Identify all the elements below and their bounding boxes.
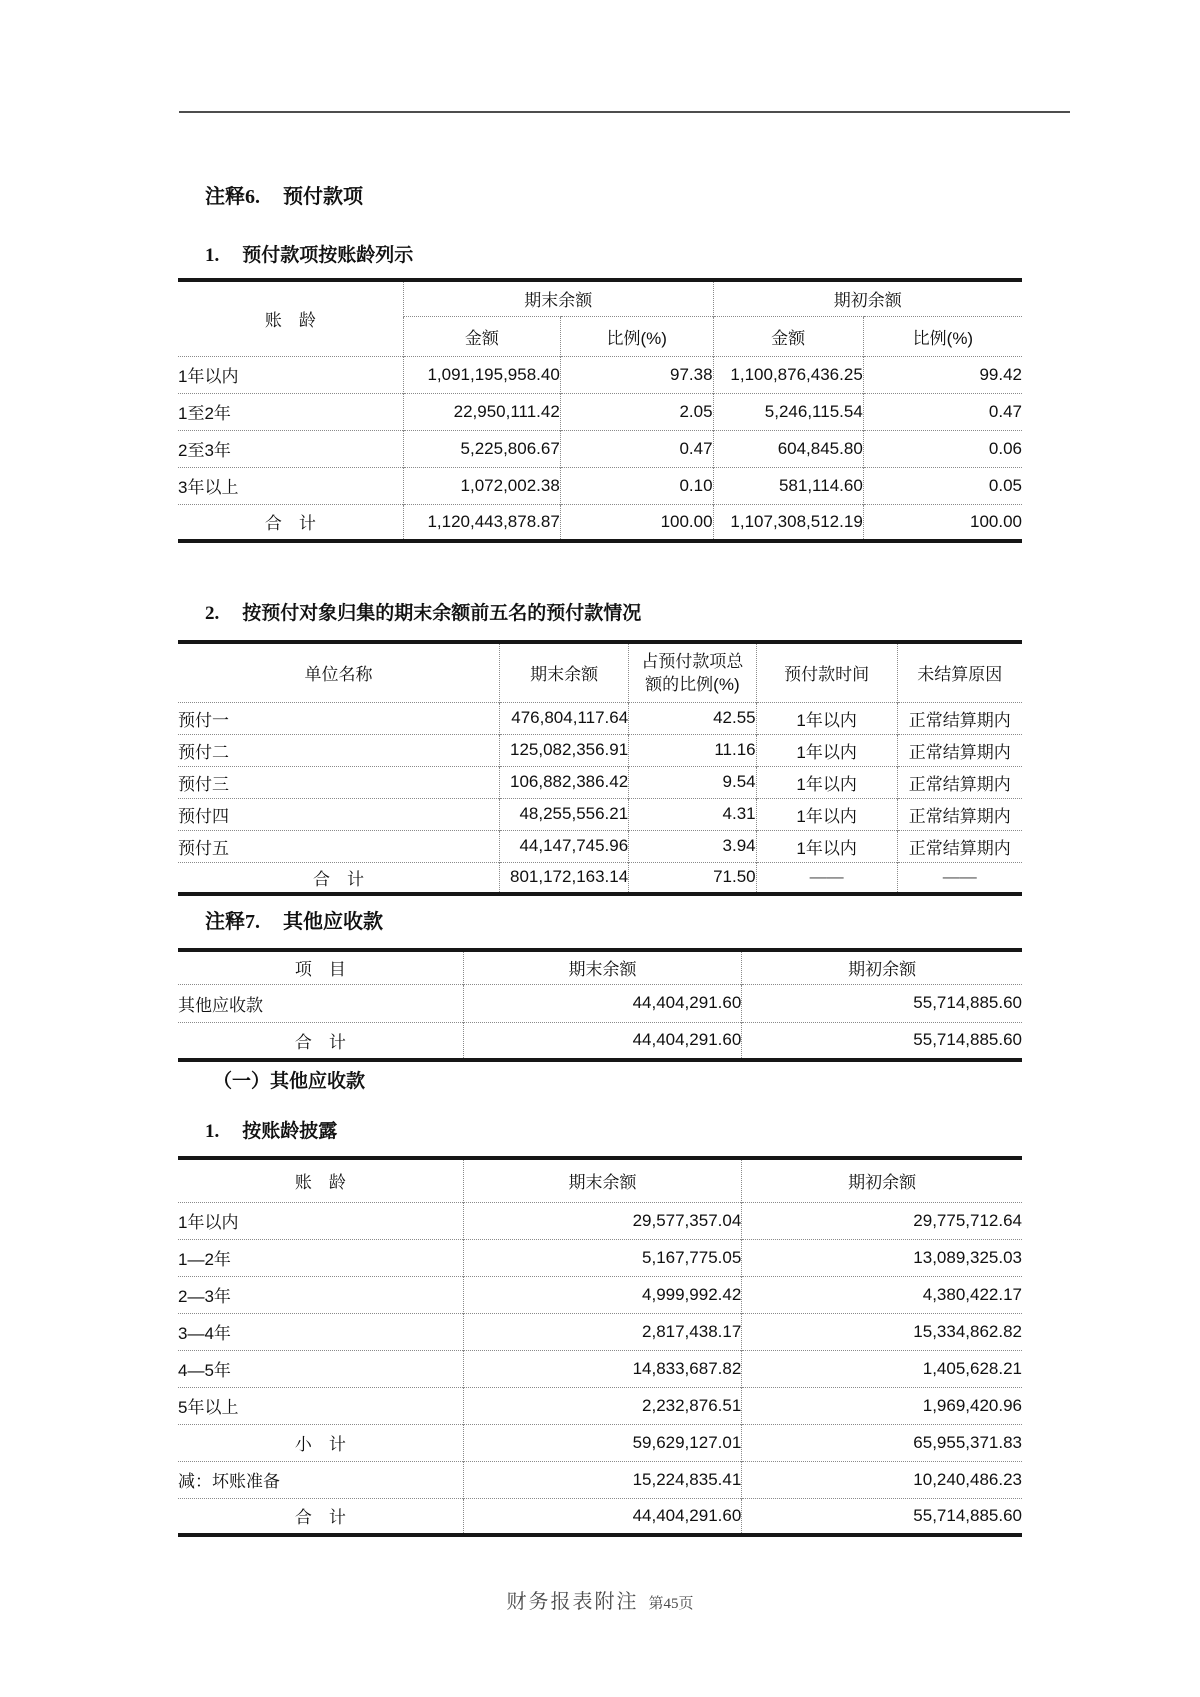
table-other-receivables-summary (178, 948, 1022, 1062)
note7-heading-title: 其他应收款 (283, 911, 383, 933)
end-amount-value: 106,882,386.42 (500, 766, 629, 798)
beginning-balance-header: 期初余额 (713, 280, 1022, 316)
end-amount-value: 22,950,111.42 (403, 393, 560, 430)
begin-amount-total: 55,714,885.60 (742, 1498, 1022, 1535)
begin-amount-value: 604,845.80 (713, 430, 863, 467)
item-header: 项 目 (294, 960, 346, 980)
note7-sub2-number: 1. (205, 1121, 220, 1142)
amount-header: 金额 (403, 316, 560, 356)
begin-ratio-value: 0.06 (863, 430, 1022, 467)
footer-page-number: 第45页 (648, 1596, 694, 1612)
note7-sub-heading-text: （一）其他应收款 (213, 1071, 366, 1092)
unsettled-reason-header: 未结算原因 (897, 642, 1022, 702)
end-ratio-value: 0.47 (560, 430, 713, 467)
reason-value: 正常结算期内 (897, 702, 1022, 734)
table-row (178, 1276, 1022, 1313)
age-label: 2—3年 (178, 1276, 463, 1313)
end-amount-value: 14,833,687.82 (463, 1350, 742, 1387)
time-value: 1年以内 (756, 734, 897, 766)
beginning-balance-header: 期初余额 (742, 1158, 1022, 1202)
begin-amount-value: 5,246,115.54 (713, 393, 863, 430)
note7-heading (205, 905, 383, 934)
ratio-total: 71.50 (629, 862, 756, 894)
table-row (178, 1239, 1022, 1276)
table-other-receivables-by-age (178, 1156, 1022, 1537)
time-value: 1年以内 (756, 766, 897, 798)
time-value: 1年以内 (756, 830, 897, 862)
table-deduction-row (178, 1461, 1022, 1498)
begin-amount-value: 4,380,422.17 (742, 1276, 1022, 1313)
reason-value: 正常结算期内 (897, 830, 1022, 862)
unit-name-label: 预付五 (178, 830, 500, 862)
end-amount-total: 44,404,291.60 (463, 1022, 742, 1060)
ratio-header: 比例(%) (560, 316, 713, 356)
ratio-value: 9.54 (629, 766, 756, 798)
table-row (178, 1387, 1022, 1424)
age-label: 1年以内 (178, 1202, 463, 1239)
table-row (178, 702, 1022, 734)
age-label: 1至2年 (178, 393, 403, 430)
table-row (178, 1313, 1022, 1350)
begin-ratio-value: 0.05 (863, 467, 1022, 504)
note6-sub2-title: 按预付对象归集的期末余额前五名的预付款情况 (242, 603, 642, 624)
ending-balance-header: 期末余额 (403, 280, 713, 316)
page-header-rule (179, 111, 1070, 113)
table-prepayments-by-age (178, 278, 1022, 543)
begin-amount-deduction: 10,240,486.23 (742, 1461, 1022, 1498)
unit-name-label: 预付二 (178, 734, 500, 766)
table-row (178, 830, 1022, 862)
unit-name-label: 预付一 (178, 702, 500, 734)
deduction-label: 减：坏账准备 (178, 1461, 463, 1498)
end-amount-value: 44,404,291.60 (463, 984, 742, 1022)
end-amount-value: 48,255,556.21 (500, 798, 629, 830)
total-label: 合 计 (178, 862, 500, 894)
begin-amount-value: 1,405,628.21 (742, 1350, 1022, 1387)
end-amount-value: 476,804,117.64 (500, 702, 629, 734)
time-value: 1年以内 (756, 702, 897, 734)
note7-sub2-title: 按账龄披露 (242, 1121, 338, 1142)
table-header-row (178, 280, 1022, 316)
age-label: 4—5年 (178, 1350, 463, 1387)
begin-ratio-total: 100.00 (863, 504, 1022, 541)
end-amount-value: 4,999,992.42 (463, 1276, 742, 1313)
age-label: 5年以上 (178, 1387, 463, 1424)
ratio-header: 比例(%) (863, 316, 1022, 356)
ratio-header-line1: 占预付款项总 (641, 651, 744, 671)
begin-amount-value: 15,334,862.82 (742, 1313, 1022, 1350)
item-label: 其他应收款 (178, 984, 463, 1022)
ending-balance-header: 期末余额 (463, 950, 742, 984)
note6-sub2-number: 2. (205, 603, 220, 624)
begin-amount-value: 1,969,420.96 (742, 1387, 1022, 1424)
note6-sub1-title: 预付款项按账龄列示 (242, 245, 414, 266)
end-amount-value: 1,072,002.38 (403, 467, 560, 504)
begin-ratio-value: 99.42 (863, 356, 1022, 393)
amount-header: 金额 (713, 316, 863, 356)
end-amount-value: 1,091,195,958.40 (403, 356, 560, 393)
ending-balance-header: 期末余额 (500, 642, 629, 702)
reason-value: 正常结算期内 (897, 798, 1022, 830)
age-label: 1—2年 (178, 1239, 463, 1276)
ratio-value: 4.31 (629, 798, 756, 830)
table-subtotal-row (178, 1424, 1022, 1461)
note7-heading-number: 注释7. (205, 911, 260, 933)
total-label: 合 计 (178, 1022, 463, 1060)
table-total-row (178, 862, 1022, 894)
table-header-row (178, 642, 1022, 702)
unit-name-label: 预付四 (178, 798, 500, 830)
prepayment-time-header: 预付款时间 (756, 642, 897, 702)
age-label: 3年以上 (178, 467, 403, 504)
beginning-balance-header: 期初余额 (742, 950, 1022, 984)
begin-amount-total: 55,714,885.60 (742, 1022, 1022, 1060)
end-amount-value: 2,232,876.51 (463, 1387, 742, 1424)
begin-amount-value: 13,089,325.03 (742, 1239, 1022, 1276)
age-label: 3—4年 (178, 1313, 463, 1350)
ratio-value: 11.16 (629, 734, 756, 766)
begin-amount-subtotal: 65,955,371.83 (742, 1424, 1022, 1461)
table-row (178, 798, 1022, 830)
end-ratio-value: 2.05 (560, 393, 713, 430)
reason-value: 正常结算期内 (897, 734, 1022, 766)
age-label: 1年以内 (178, 356, 403, 393)
table-row (178, 984, 1022, 1022)
note6-heading-number: 注释6. (205, 186, 260, 208)
end-amount-subtotal: 59,629,127.01 (463, 1424, 742, 1461)
end-amount-value: 5,225,806.67 (403, 430, 560, 467)
table-row (178, 766, 1022, 798)
end-amount-total: 44,404,291.60 (463, 1498, 742, 1535)
table-row (178, 467, 1022, 504)
table-row (178, 356, 1022, 393)
table-row (178, 734, 1022, 766)
note6-sub1-number: 1. (205, 245, 220, 266)
note7-sub-heading (213, 1066, 365, 1093)
note7-sub2-heading (205, 1116, 337, 1143)
table-total-row (178, 1498, 1022, 1535)
note6-heading-title: 预付款项 (283, 186, 363, 208)
begin-amount-value: 55,714,885.60 (742, 984, 1022, 1022)
table-total-row (178, 1022, 1022, 1060)
ratio-of-total-header (629, 642, 756, 702)
subtotal-label: 小 计 (178, 1424, 463, 1461)
unit-name-header: 单位名称 (304, 665, 373, 685)
ratio-value: 42.55 (629, 702, 756, 734)
table-header-row (178, 950, 1022, 984)
table-top5-prepayments (178, 640, 1022, 896)
begin-amount-value: 581,114.60 (713, 467, 863, 504)
time-dash: —— (756, 862, 897, 894)
begin-amount-total: 1,107,308,512.19 (713, 504, 863, 541)
end-amount-value: 2,817,438.17 (463, 1313, 742, 1350)
total-label: 合 计 (178, 504, 403, 541)
end-amount-total: 801,172,163.14 (500, 862, 629, 894)
total-label: 合 计 (178, 1498, 463, 1535)
table-row (178, 393, 1022, 430)
end-ratio-total: 100.00 (560, 504, 713, 541)
end-amount-value: 44,147,745.96 (500, 830, 629, 862)
end-amount-deduction: 15,224,835.41 (463, 1461, 742, 1498)
table-total-row (178, 504, 1022, 541)
end-ratio-value: 0.10 (560, 467, 713, 504)
table-row (178, 430, 1022, 467)
end-ratio-value: 97.38 (560, 356, 713, 393)
ratio-value: 3.94 (629, 830, 756, 862)
age-header: 账 龄 (294, 1173, 346, 1193)
note6-heading (205, 180, 363, 209)
begin-ratio-value: 0.47 (863, 393, 1022, 430)
begin-amount-value: 1,100,876,436.25 (713, 356, 863, 393)
ending-balance-header: 期末余额 (463, 1158, 742, 1202)
reason-dash: —— (897, 862, 1022, 894)
time-value: 1年以内 (756, 798, 897, 830)
age-label: 2至3年 (178, 430, 403, 467)
table-row (178, 1202, 1022, 1239)
table-row (178, 1350, 1022, 1387)
reason-value: 正常结算期内 (897, 766, 1022, 798)
begin-amount-value: 29,775,712.64 (742, 1202, 1022, 1239)
unit-name-label: 预付三 (178, 766, 500, 798)
table-header-row (178, 1158, 1022, 1202)
end-amount-total: 1,120,443,878.87 (403, 504, 560, 541)
ratio-header-line2: 额的比例(%) (645, 674, 740, 694)
end-amount-value: 5,167,775.05 (463, 1239, 742, 1276)
page-footer (178, 1585, 1022, 1614)
end-amount-value: 29,577,357.04 (463, 1202, 742, 1239)
age-header: 账 龄 (264, 311, 316, 331)
note6-sub1-heading (205, 240, 413, 267)
footer-doc-title: 财务报表附注 (506, 1591, 639, 1613)
end-amount-value: 125,082,356.91 (500, 734, 629, 766)
note6-sub2-heading (205, 598, 641, 625)
